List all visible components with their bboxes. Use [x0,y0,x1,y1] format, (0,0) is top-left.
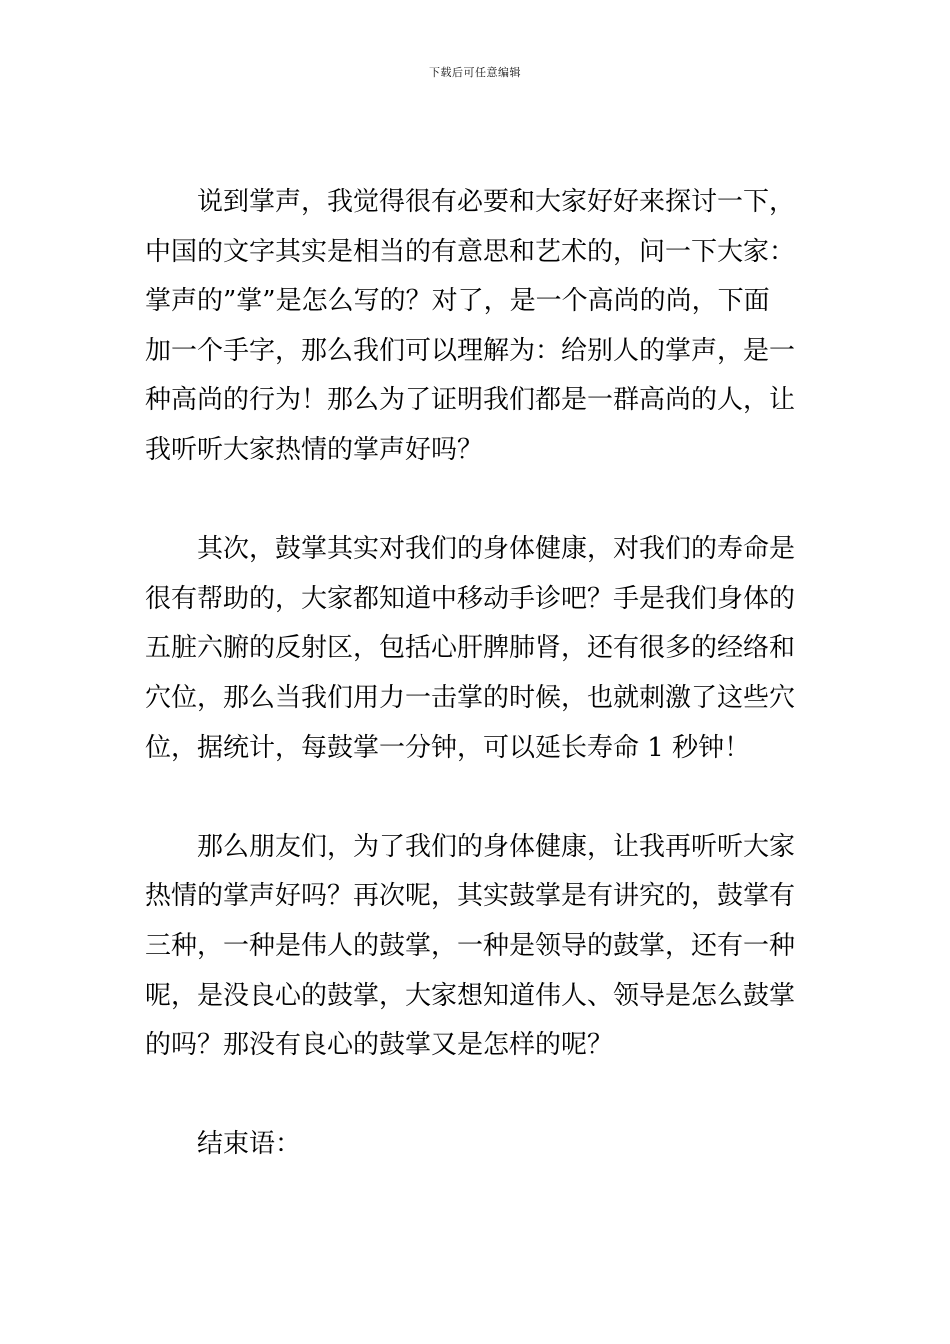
paragraph-gap [145,773,805,823]
document-body [145,178,805,1170]
paragraph-line: 种高尚的行为！那么为了证明我们都是一群高尚的人，让 [145,385,796,416]
paragraph-line: 三种，一种是伟人的鼓掌，一种是领导的鼓掌，还有一种 [145,930,796,961]
paragraph-gap [145,1071,805,1121]
paragraph-line: 那么朋友们，为了我们的身体健康，让我再听听大家 [197,831,796,862]
paragraph-line: 位，据统计，每鼓掌一分钟，可以延长寿命 1 秒钟！ [145,732,751,763]
paragraph-line: 穴位，那么当我们用力一击掌的时候，也就刺激了这些穴 [145,682,796,713]
paragraph-line: 热情的掌声好吗？再次呢，其实鼓掌是有讲究的，鼓掌有 [145,881,796,912]
paragraph-line: 呢，是没良心的鼓掌，大家想知道伟人、领导是怎么鼓掌 [145,980,796,1011]
paragraph-line: 我听听大家热情的掌声好吗？ [145,434,484,465]
paragraph-1 [145,178,805,476]
paragraph-line: 中国的文字其实是相当的有意思和艺术的，问一下大家： [145,236,796,267]
page-header: 下载后可任意编辑 [429,66,521,79]
paragraph-line: 加一个手字，那么我们可以理解为：给别人的掌声，是一 [145,335,796,366]
paragraph-2 [145,525,805,773]
paragraph-line: 很有帮助的，大家都知道中移动手诊吧？手是我们身体的 [145,583,796,614]
paragraph-line: 五脏六腑的反射区，包括心肝脾肺肾，还有很多的经络和 [145,633,796,664]
paragraph-gap [145,476,805,526]
paragraph-3 [145,823,805,1071]
paragraph-line: 掌声的”掌”是怎么写的？对了，是一个高尚的尚，下面 [145,286,770,317]
paragraph-line: 其次，鼓掌其实对我们的身体健康，对我们的寿命是 [197,534,796,565]
paragraph-line: 说到掌声，我觉得很有必要和大家好好来探讨一下， [197,187,796,217]
closing-heading: 结束语： [197,1129,302,1160]
paragraph-4 [145,1120,805,1170]
paragraph-line: 的吗？那没有良心的鼓掌又是怎样的呢？ [145,1030,614,1061]
